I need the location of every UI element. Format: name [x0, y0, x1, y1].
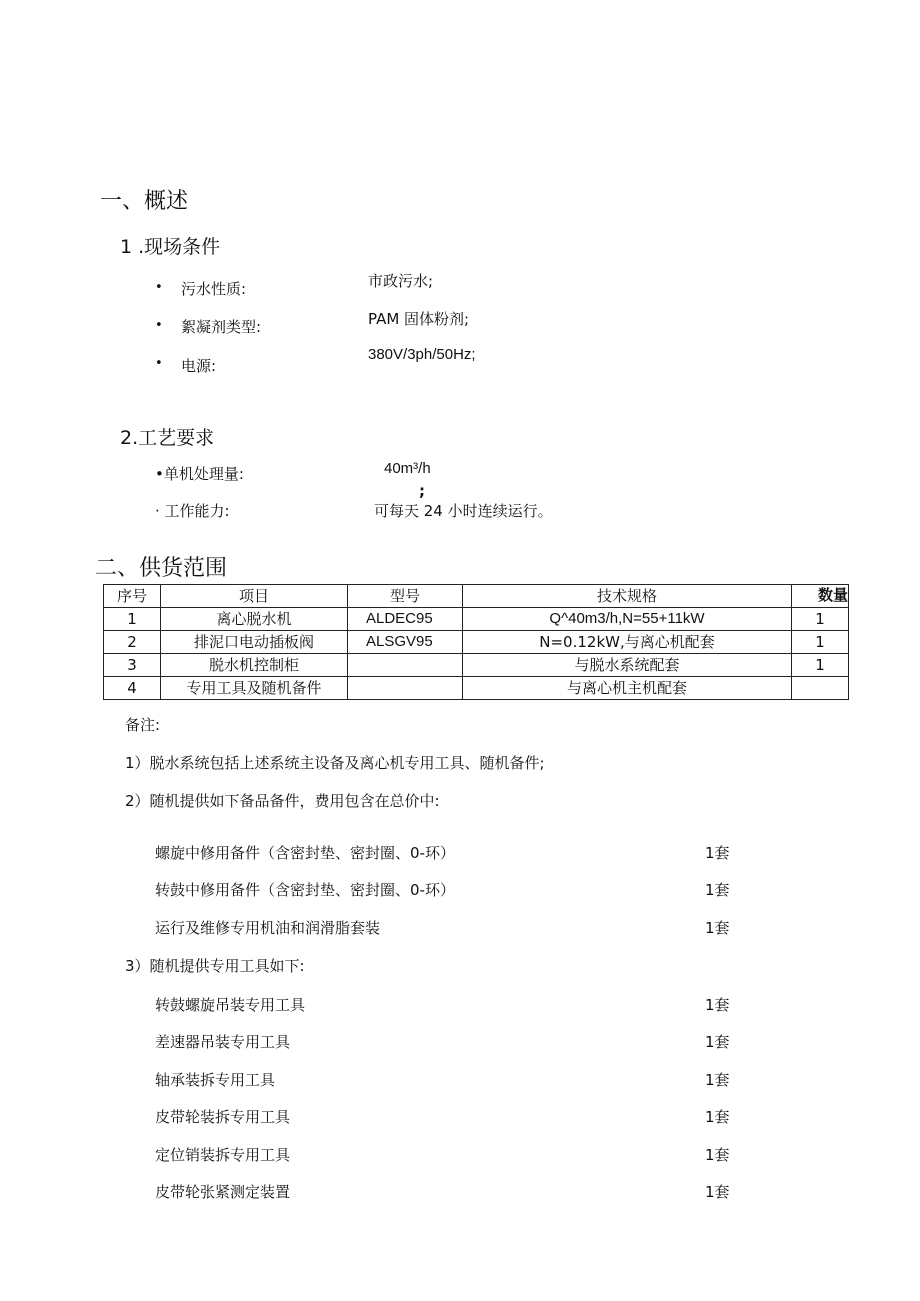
work-capacity-value: 可每天 24 小时连续运行。 — [374, 502, 553, 520]
table-row — [104, 631, 849, 654]
work-capacity-label: · 工作能力: — [155, 502, 230, 520]
section-1-title: 一、概述 — [100, 189, 189, 214]
header-item: 项目 — [161, 585, 348, 608]
spare-item-name: 运行及维修专用机油和润滑脂套装 — [155, 919, 381, 937]
spare-item-qty: 1套 — [705, 844, 730, 862]
capacity-label: •单机处理量: — [155, 465, 244, 483]
spare-item-name: 转鼓中修用备件（含密封垫、密封圈、0-环） — [155, 881, 455, 899]
table-row — [104, 608, 849, 631]
cell-index: 3 — [104, 654, 161, 677]
supply-scope-table — [103, 584, 849, 700]
cell-spec: N=0.12kW,与离心机配套 — [463, 631, 792, 654]
cell-spec: Q^40m3/h,N=55+11kW — [463, 608, 792, 631]
header-index: 序号 — [104, 585, 161, 608]
note-1: 1）脱水系统包括上述系统主设备及离心机专用工具、随机备件; — [125, 754, 545, 772]
sewage-type-label: 污水性质: — [181, 280, 247, 298]
capacity-value: 40m³/h — [384, 460, 431, 477]
flocculant-type-label: 絮凝剂类型: — [181, 318, 262, 336]
tool-item-name: 转鼓螺旋吊装专用工具 — [155, 996, 306, 1014]
subsection-process-title: 2.工艺要求 — [120, 427, 215, 449]
tool-item-name: 差速器吊装专用工具 — [155, 1033, 291, 1051]
tool-item-qty: 1套 — [705, 1146, 730, 1164]
cell-index: 4 — [104, 677, 161, 700]
tool-item-qty: 1套 — [705, 1108, 730, 1126]
power-label: 电源: — [181, 357, 217, 375]
tool-item-name: 轴承装拆专用工具 — [155, 1071, 276, 1089]
cell-quantity — [792, 677, 849, 700]
bullet-icon: • — [155, 356, 163, 371]
subsection-site-conditions-title: 1 .现场条件 — [120, 236, 221, 258]
note-3: 3）随机提供专用工具如下: — [125, 957, 305, 975]
notes-heading: 备注: — [125, 716, 161, 734]
tool-item-name: 皮带轮装拆专用工具 — [155, 1108, 291, 1126]
table-header-row — [104, 585, 849, 608]
cell-index: 2 — [104, 631, 161, 654]
bullet-icon: • — [155, 318, 163, 333]
cell-quantity: 1 — [792, 654, 849, 677]
spare-item-qty: 1套 — [705, 919, 730, 937]
spare-item-qty: 1套 — [705, 881, 730, 899]
cell-model — [348, 677, 463, 700]
cell-quantity: 1 — [792, 608, 849, 631]
spare-item-name: 螺旋中修用备件（含密封垫、密封圈、0-环） — [155, 844, 455, 862]
section-2-title: 二、供货范围 — [95, 556, 228, 581]
cell-model: ALDEC95 — [348, 608, 463, 631]
tool-item-qty: 1套 — [705, 1183, 730, 1201]
capacity-suffix: ; — [419, 482, 425, 500]
cell-item: 专用工具及随机备件 — [161, 677, 348, 700]
cell-quantity: 1 — [792, 631, 849, 654]
cell-item: 排泥口电动插板阀 — [161, 631, 348, 654]
header-quantity: 数量 — [792, 585, 849, 608]
cell-model — [348, 654, 463, 677]
cell-item: 脱水机控制柜 — [161, 654, 348, 677]
sewage-type-value: 市政污水; — [368, 272, 434, 290]
tool-item-name: 定位销装拆专用工具 — [155, 1146, 291, 1164]
power-value: 380V/3ph/50Hz; — [368, 346, 476, 363]
cell-index: 1 — [104, 608, 161, 631]
tool-item-qty: 1套 — [705, 1071, 730, 1089]
header-model: 型号 — [348, 585, 463, 608]
table-row — [104, 677, 849, 700]
cell-model: ALSGV95 — [348, 631, 463, 654]
cell-item: 离心脱水机 — [161, 608, 348, 631]
note-2: 2）随机提供如下备品备件，费用包含在总价中: — [125, 792, 440, 810]
tool-item-name: 皮带轮张紧测定装置 — [155, 1183, 291, 1201]
table-row — [104, 654, 849, 677]
cell-spec: 与离心机主机配套 — [463, 677, 792, 700]
tool-item-qty: 1套 — [705, 1033, 730, 1051]
bullet-icon: • — [155, 280, 163, 295]
flocculant-type-value: PAM 固体粉剂; — [368, 310, 470, 328]
tool-item-qty: 1套 — [705, 996, 730, 1014]
cell-spec: 与脱水系统配套 — [463, 654, 792, 677]
header-spec: 技术规格 — [463, 585, 792, 608]
